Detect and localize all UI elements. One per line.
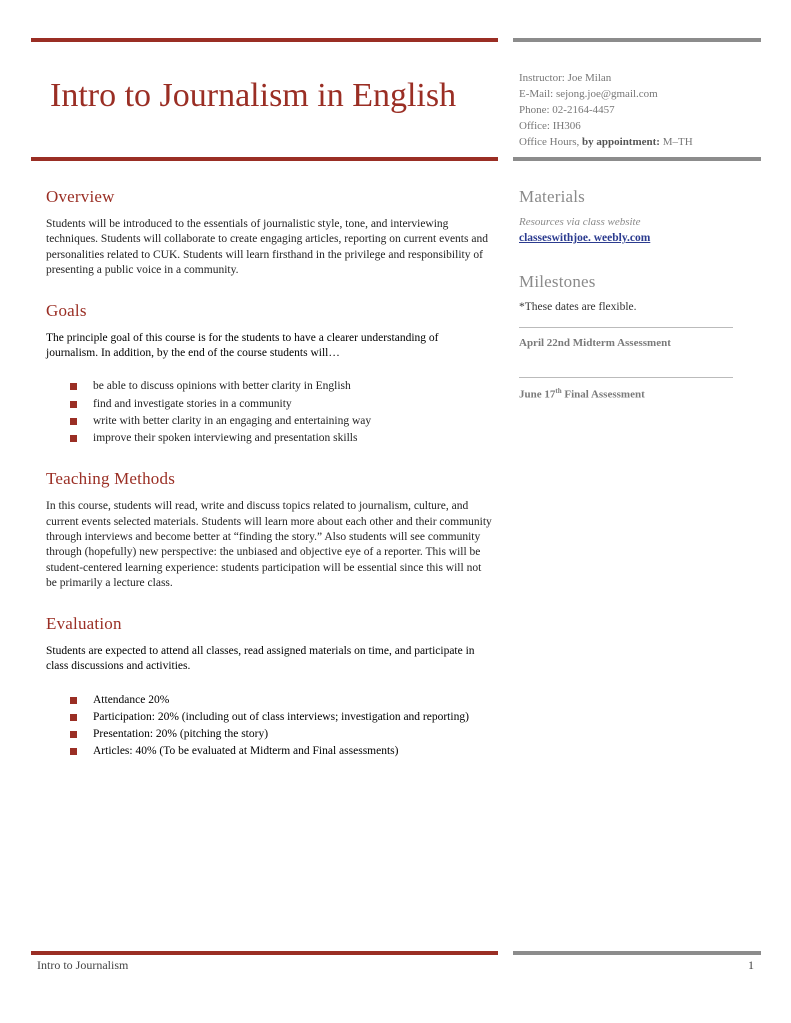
main-column [46,187,492,782]
bullet-square-icon [70,401,77,408]
milestone-divider [519,327,733,328]
sidebar [519,187,733,401]
list-item: write with better clarity in an engaging and entertaining way [70,413,492,430]
goals-list [70,378,492,447]
list-item: Articles: 40% (To be evaluated at Midterm and Final assessments) [70,743,492,760]
office-hours [519,134,769,150]
goals-section [46,301,492,448]
header-bottom-rule-sidebar [513,157,761,161]
evaluation-list [70,692,492,761]
goals-intro: The principle goal of this course is for the students to have a clearer understanding of journalism. In addition, by the end of the course students will… [46,331,439,360]
page-number: 1 [748,958,754,972]
office-hours-appointment: by appointment: [582,136,660,148]
bullet-square-icon [70,697,77,704]
office-hours-days: M–TH [662,136,693,148]
milestone-final: June 17th Final Assessment [519,387,645,401]
instructor-email: E-Mail: sejong.joe@gmail.com [519,88,658,100]
resources-label: Resources via class website [519,216,641,228]
overview-heading: Overview [46,187,115,206]
teaching-heading: Teaching Methods [46,469,176,489]
materials-heading: Materials [519,187,585,206]
instructor-office: Office: IH306 [519,120,581,132]
teaching-body: In this course, students will read, write and discuss topics related to journalism, culture, and current events selected materials. Students will learn more about each other and their community through interviews and become better at “finding the story.” Also students will see community through (hopefully) new perspective: the unbiased and objective eye of a reporter. This will be student-centered learning experience: students participation will be essential since this will not be primarily a lecture class. [46,500,492,590]
header-top-rule-sidebar [513,38,761,42]
footer-title: Intro to Journalism [37,958,129,972]
milestones-note: *These dates are flexible. [519,301,637,313]
milestones-heading: Milestones [519,272,596,291]
instructor-contact [519,70,769,150]
list-item: find and investigate stories in a community [70,396,492,413]
footer-rule-sidebar [513,951,761,955]
milestone-midterm: April 22nd Midterm Assessment [519,337,671,349]
goals-heading: Goals [46,300,87,320]
list-item: improve their spoken interviewing and presentation skills [70,430,492,447]
header-top-rule [31,38,498,42]
office-hours-prefix: Office Hours, [519,136,580,148]
overview-section [46,187,492,279]
footer-rule [31,951,498,955]
header-bottom-rule [31,157,498,161]
bullet-square-icon [70,435,77,442]
list-item: Presentation: 20% (pitching the story) [70,726,492,743]
bullet-square-icon [70,418,77,425]
overview-body: Students will be introduced to the essentials of journalistic style, tone, and interviewing techniques. Students will collaborate to create engaging articles, reporting on current events and personalities related to CUK. Students will learn firsthand in the privilege and responsibility of presenting a public voice in a community. [46,218,488,277]
list-item: Participation: 20% (including out of class interviews; investigation and reporting) [70,709,492,726]
list-item: Attendance 20% [70,692,492,709]
instructor-phone: Phone: 02-2164-4457 [519,104,615,116]
teaching-section [46,469,492,591]
evaluation-heading: Evaluation [46,613,122,633]
document-title: Intro to Journalism in English [50,77,457,114]
instructor-name: Instructor: Joe Milan [519,72,612,84]
class-website-link[interactable]: classeswithjoe. weebly.com [519,232,651,244]
bullet-square-icon [70,748,77,755]
evaluation-intro: Students are expected to attend all classes, read assigned materials on time, and participate in class discussions and activities. [46,644,475,673]
bullet-square-icon [70,383,77,390]
evaluation-section [46,614,492,761]
bullet-square-icon [70,731,77,738]
bullet-square-icon [70,714,77,721]
list-item: be able to discuss opinions with better clarity in English [70,378,492,395]
milestone-divider [519,377,733,378]
